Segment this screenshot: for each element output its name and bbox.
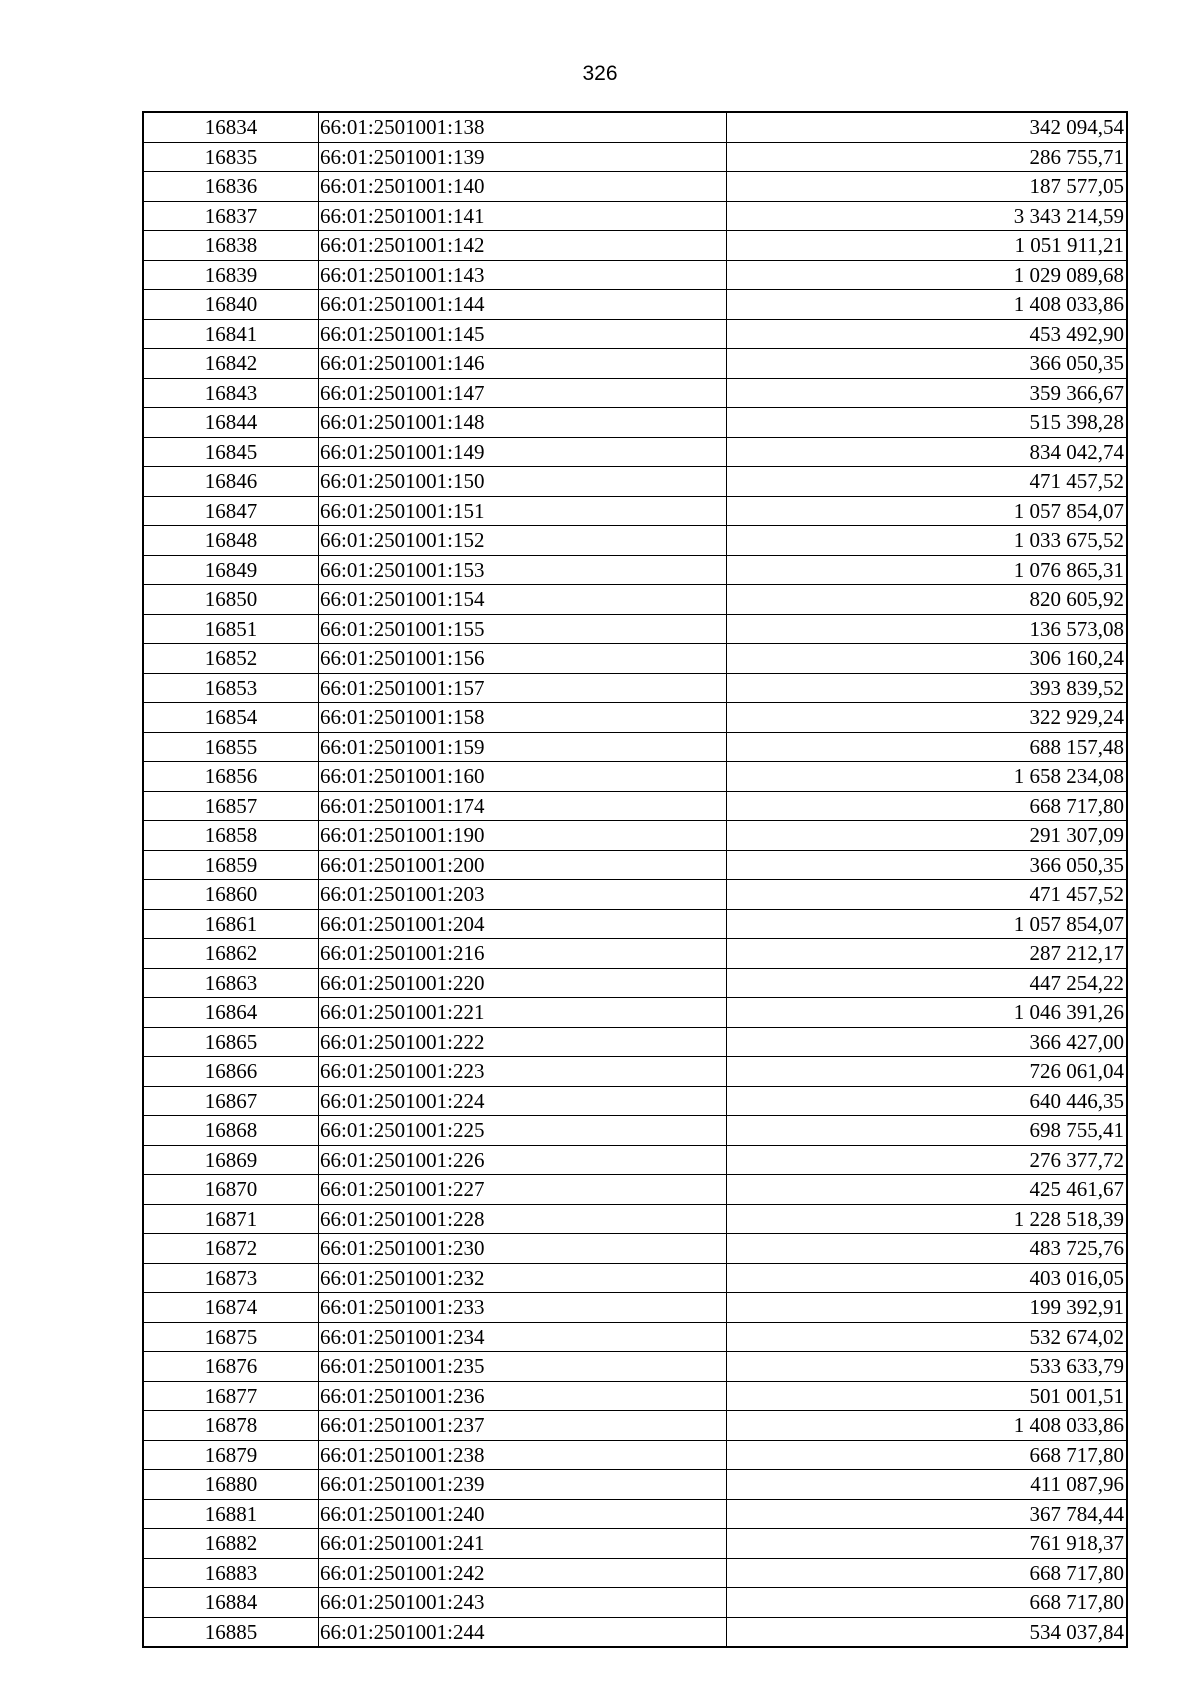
cadastral-number-cell: 66:01:2501001:149 bbox=[319, 437, 727, 467]
row-number-cell: 16848 bbox=[143, 526, 319, 556]
cadastral-value-cell: 136 573,08 bbox=[727, 614, 1128, 644]
cadastral-number-cell: 66:01:2501001:239 bbox=[319, 1470, 727, 1500]
table-row bbox=[143, 349, 1127, 379]
cadastral-value-cell: 1 057 854,07 bbox=[727, 496, 1128, 526]
table-row bbox=[143, 142, 1127, 172]
cadastral-value-cell: 483 725,76 bbox=[727, 1234, 1128, 1264]
table-row bbox=[143, 408, 1127, 438]
cadastral-value-cell: 393 839,52 bbox=[727, 673, 1128, 703]
cadastral-number-cell: 66:01:2501001:227 bbox=[319, 1175, 727, 1205]
table-row bbox=[143, 1116, 1127, 1146]
row-number-cell: 16851 bbox=[143, 614, 319, 644]
cadastral-number-cell: 66:01:2501001:237 bbox=[319, 1411, 727, 1441]
row-number-cell: 16845 bbox=[143, 437, 319, 467]
row-number-cell: 16849 bbox=[143, 555, 319, 585]
cadastral-value-cell: 1 046 391,26 bbox=[727, 998, 1128, 1028]
row-number-cell: 16870 bbox=[143, 1175, 319, 1205]
table-row bbox=[143, 1086, 1127, 1116]
cadastral-value-cell: 471 457,52 bbox=[727, 880, 1128, 910]
row-number-cell: 16854 bbox=[143, 703, 319, 733]
row-number-cell: 16884 bbox=[143, 1588, 319, 1618]
row-number-cell: 16843 bbox=[143, 378, 319, 408]
cadastral-value-cell: 447 254,22 bbox=[727, 968, 1128, 998]
table-row bbox=[143, 1617, 1127, 1647]
table-row bbox=[143, 821, 1127, 851]
cadastral-number-cell: 66:01:2501001:156 bbox=[319, 644, 727, 674]
cadastral-value-cell: 403 016,05 bbox=[727, 1263, 1128, 1293]
cadastral-number-cell: 66:01:2501001:234 bbox=[319, 1322, 727, 1352]
cadastral-number-cell: 66:01:2501001:158 bbox=[319, 703, 727, 733]
row-number-cell: 16837 bbox=[143, 201, 319, 231]
cadastral-number-cell: 66:01:2501001:155 bbox=[319, 614, 727, 644]
cadastral-value-cell: 425 461,67 bbox=[727, 1175, 1128, 1205]
table-row bbox=[143, 1234, 1127, 1264]
cadastral-number-cell: 66:01:2501001:240 bbox=[319, 1499, 727, 1529]
cadastral-number-cell: 66:01:2501001:154 bbox=[319, 585, 727, 615]
cadastral-value-cell: 1 029 089,68 bbox=[727, 260, 1128, 290]
cadastral-number-cell: 66:01:2501001:243 bbox=[319, 1588, 727, 1618]
cadastral-value-cell: 1 408 033,86 bbox=[727, 1411, 1128, 1441]
cadastral-number-cell: 66:01:2501001:224 bbox=[319, 1086, 727, 1116]
cadastral-number-cell: 66:01:2501001:174 bbox=[319, 791, 727, 821]
row-number-cell: 16866 bbox=[143, 1057, 319, 1087]
cadastral-number-cell: 66:01:2501001:226 bbox=[319, 1145, 727, 1175]
table-row bbox=[143, 1145, 1127, 1175]
table-row bbox=[143, 467, 1127, 497]
cadastral-value-cell: 1 076 865,31 bbox=[727, 555, 1128, 585]
cadastral-value-cell: 342 094,54 bbox=[727, 112, 1128, 142]
cadastral-value-cell: 820 605,92 bbox=[727, 585, 1128, 615]
table-row bbox=[143, 172, 1127, 202]
cadastral-value-cell: 534 037,84 bbox=[727, 1617, 1128, 1647]
cadastral-value-cell: 1 033 675,52 bbox=[727, 526, 1128, 556]
cadastral-number-cell: 66:01:2501001:220 bbox=[319, 968, 727, 998]
cadastral-number-cell: 66:01:2501001:242 bbox=[319, 1558, 727, 1588]
table-row bbox=[143, 555, 1127, 585]
table-row bbox=[143, 319, 1127, 349]
cadastral-number-cell: 66:01:2501001:159 bbox=[319, 732, 727, 762]
row-number-cell: 16874 bbox=[143, 1293, 319, 1323]
cadastral-number-cell: 66:01:2501001:151 bbox=[319, 496, 727, 526]
cadastral-number-cell: 66:01:2501001:200 bbox=[319, 850, 727, 880]
page-number: 326 bbox=[582, 62, 618, 85]
cadastral-number-cell: 66:01:2501001:222 bbox=[319, 1027, 727, 1057]
row-number-cell: 16844 bbox=[143, 408, 319, 438]
cadastral-number-cell: 66:01:2501001:157 bbox=[319, 673, 727, 703]
row-number-cell: 16842 bbox=[143, 349, 319, 379]
row-number-cell: 16868 bbox=[143, 1116, 319, 1146]
row-number-cell: 16882 bbox=[143, 1529, 319, 1559]
cadastral-number-cell: 66:01:2501001:146 bbox=[319, 349, 727, 379]
table-row bbox=[143, 1057, 1127, 1087]
table-row bbox=[143, 1322, 1127, 1352]
table-body bbox=[143, 112, 1127, 1647]
cadastral-number-cell: 66:01:2501001:139 bbox=[319, 142, 727, 172]
table-row bbox=[143, 1558, 1127, 1588]
cadastral-number-cell: 66:01:2501001:190 bbox=[319, 821, 727, 851]
table-row bbox=[143, 1411, 1127, 1441]
cadastral-number-cell: 66:01:2501001:160 bbox=[319, 762, 727, 792]
cadastral-value-cell: 306 160,24 bbox=[727, 644, 1128, 674]
row-number-cell: 16841 bbox=[143, 319, 319, 349]
row-number-cell: 16863 bbox=[143, 968, 319, 998]
row-number-cell: 16873 bbox=[143, 1263, 319, 1293]
row-number-cell: 16834 bbox=[143, 112, 319, 142]
cadastral-number-cell: 66:01:2501001:233 bbox=[319, 1293, 727, 1323]
table-row bbox=[143, 703, 1127, 733]
table-row bbox=[143, 290, 1127, 320]
table-row bbox=[143, 231, 1127, 261]
row-number-cell: 16847 bbox=[143, 496, 319, 526]
cadastral-value-cell: 287 212,17 bbox=[727, 939, 1128, 969]
table-row bbox=[143, 1293, 1127, 1323]
row-number-cell: 16846 bbox=[143, 467, 319, 497]
table-row bbox=[143, 644, 1127, 674]
row-number-cell: 16883 bbox=[143, 1558, 319, 1588]
table-row bbox=[143, 585, 1127, 615]
cadastral-number-cell: 66:01:2501001:232 bbox=[319, 1263, 727, 1293]
cadastral-value-cell: 471 457,52 bbox=[727, 467, 1128, 497]
row-number-cell: 16856 bbox=[143, 762, 319, 792]
cadastral-value-cell: 501 001,51 bbox=[727, 1381, 1128, 1411]
cadastral-number-cell: 66:01:2501001:225 bbox=[319, 1116, 727, 1146]
table-row bbox=[143, 998, 1127, 1028]
cadastral-number-cell: 66:01:2501001:148 bbox=[319, 408, 727, 438]
cadastral-number-cell: 66:01:2501001:241 bbox=[319, 1529, 727, 1559]
row-number-cell: 16855 bbox=[143, 732, 319, 762]
table-row bbox=[143, 732, 1127, 762]
row-number-cell: 16872 bbox=[143, 1234, 319, 1264]
cadastral-number-cell: 66:01:2501001:238 bbox=[319, 1440, 727, 1470]
row-number-cell: 16860 bbox=[143, 880, 319, 910]
cadastral-number-cell: 66:01:2501001:143 bbox=[319, 260, 727, 290]
row-number-cell: 16867 bbox=[143, 1086, 319, 1116]
cadastral-number-cell: 66:01:2501001:152 bbox=[319, 526, 727, 556]
cadastral-value-table bbox=[142, 111, 1128, 1648]
table-row bbox=[143, 850, 1127, 880]
table-row bbox=[143, 1470, 1127, 1500]
cadastral-number-cell: 66:01:2501001:140 bbox=[319, 172, 727, 202]
cadastral-value-cell: 640 446,35 bbox=[727, 1086, 1128, 1116]
cadastral-value-cell: 453 492,90 bbox=[727, 319, 1128, 349]
row-number-cell: 16865 bbox=[143, 1027, 319, 1057]
row-number-cell: 16864 bbox=[143, 998, 319, 1028]
cadastral-value-cell: 698 755,41 bbox=[727, 1116, 1128, 1146]
row-number-cell: 16838 bbox=[143, 231, 319, 261]
cadastral-number-cell: 66:01:2501001:138 bbox=[319, 112, 727, 142]
table-row bbox=[143, 762, 1127, 792]
row-number-cell: 16852 bbox=[143, 644, 319, 674]
cadastral-value-cell: 1 408 033,86 bbox=[727, 290, 1128, 320]
row-number-cell: 16861 bbox=[143, 909, 319, 939]
cadastral-value-cell: 366 050,35 bbox=[727, 349, 1128, 379]
cadastral-value-cell: 688 157,48 bbox=[727, 732, 1128, 762]
row-number-cell: 16858 bbox=[143, 821, 319, 851]
row-number-cell: 16839 bbox=[143, 260, 319, 290]
table-row bbox=[143, 1499, 1127, 1529]
row-number-cell: 16876 bbox=[143, 1352, 319, 1382]
cadastral-value-cell: 1 057 854,07 bbox=[727, 909, 1128, 939]
table-row bbox=[143, 1263, 1127, 1293]
row-number-cell: 16875 bbox=[143, 1322, 319, 1352]
row-number-cell: 16880 bbox=[143, 1470, 319, 1500]
table-row bbox=[143, 260, 1127, 290]
cadastral-value-cell: 668 717,80 bbox=[727, 1588, 1128, 1618]
cadastral-value-cell: 366 427,00 bbox=[727, 1027, 1128, 1057]
table-row bbox=[143, 968, 1127, 998]
cadastral-value-cell: 1 228 518,39 bbox=[727, 1204, 1128, 1234]
cadastral-number-cell: 66:01:2501001:221 bbox=[319, 998, 727, 1028]
cadastral-value-cell: 322 929,24 bbox=[727, 703, 1128, 733]
table-row bbox=[143, 1175, 1127, 1205]
cadastral-value-cell: 1 051 911,21 bbox=[727, 231, 1128, 261]
cadastral-value-cell: 411 087,96 bbox=[727, 1470, 1128, 1500]
table-row bbox=[143, 939, 1127, 969]
table-row bbox=[143, 791, 1127, 821]
cadastral-number-cell: 66:01:2501001:236 bbox=[319, 1381, 727, 1411]
cadastral-value-cell: 726 061,04 bbox=[727, 1057, 1128, 1087]
row-number-cell: 16835 bbox=[143, 142, 319, 172]
table-row bbox=[143, 496, 1127, 526]
cadastral-value-cell: 276 377,72 bbox=[727, 1145, 1128, 1175]
table-row bbox=[143, 112, 1127, 142]
cadastral-value-cell: 366 050,35 bbox=[727, 850, 1128, 880]
cadastral-number-cell: 66:01:2501001:228 bbox=[319, 1204, 727, 1234]
cadastral-number-cell: 66:01:2501001:223 bbox=[319, 1057, 727, 1087]
table-row bbox=[143, 1440, 1127, 1470]
cadastral-value-cell: 532 674,02 bbox=[727, 1322, 1128, 1352]
cadastral-value-cell: 668 717,80 bbox=[727, 791, 1128, 821]
cadastral-value-cell: 199 392,91 bbox=[727, 1293, 1128, 1323]
row-number-cell: 16879 bbox=[143, 1440, 319, 1470]
row-number-cell: 16850 bbox=[143, 585, 319, 615]
cadastral-number-cell: 66:01:2501001:147 bbox=[319, 378, 727, 408]
row-number-cell: 16871 bbox=[143, 1204, 319, 1234]
cadastral-value-cell: 834 042,74 bbox=[727, 437, 1128, 467]
row-number-cell: 16836 bbox=[143, 172, 319, 202]
cadastral-value-cell: 668 717,80 bbox=[727, 1558, 1128, 1588]
table-row bbox=[143, 1529, 1127, 1559]
row-number-cell: 16857 bbox=[143, 791, 319, 821]
cadastral-number-cell: 66:01:2501001:203 bbox=[319, 880, 727, 910]
row-number-cell: 16885 bbox=[143, 1617, 319, 1647]
table-row bbox=[143, 614, 1127, 644]
cadastral-number-cell: 66:01:2501001:150 bbox=[319, 467, 727, 497]
cadastral-value-cell: 533 633,79 bbox=[727, 1352, 1128, 1382]
cadastral-number-cell: 66:01:2501001:141 bbox=[319, 201, 727, 231]
cadastral-number-cell: 66:01:2501001:244 bbox=[319, 1617, 727, 1647]
cadastral-number-cell: 66:01:2501001:235 bbox=[319, 1352, 727, 1382]
cadastral-value-cell: 761 918,37 bbox=[727, 1529, 1128, 1559]
cadastral-value-cell: 286 755,71 bbox=[727, 142, 1128, 172]
table-row bbox=[143, 1381, 1127, 1411]
table-row bbox=[143, 909, 1127, 939]
cadastral-number-cell: 66:01:2501001:144 bbox=[319, 290, 727, 320]
cadastral-number-cell: 66:01:2501001:204 bbox=[319, 909, 727, 939]
cadastral-number-cell: 66:01:2501001:142 bbox=[319, 231, 727, 261]
cadastral-value-cell: 515 398,28 bbox=[727, 408, 1128, 438]
cadastral-value-cell: 1 658 234,08 bbox=[727, 762, 1128, 792]
cadastral-value-cell: 187 577,05 bbox=[727, 172, 1128, 202]
cadastral-value-cell: 3 343 214,59 bbox=[727, 201, 1128, 231]
table-row bbox=[143, 378, 1127, 408]
table-row bbox=[143, 880, 1127, 910]
table-row bbox=[143, 1204, 1127, 1234]
row-number-cell: 16878 bbox=[143, 1411, 319, 1441]
row-number-cell: 16877 bbox=[143, 1381, 319, 1411]
cadastral-number-cell: 66:01:2501001:230 bbox=[319, 1234, 727, 1264]
table-row bbox=[143, 1352, 1127, 1382]
cadastral-value-cell: 668 717,80 bbox=[727, 1440, 1128, 1470]
row-number-cell: 16869 bbox=[143, 1145, 319, 1175]
table-row bbox=[143, 526, 1127, 556]
cadastral-value-cell: 291 307,09 bbox=[727, 821, 1128, 851]
cadastral-value-cell: 359 366,67 bbox=[727, 378, 1128, 408]
row-number-cell: 16859 bbox=[143, 850, 319, 880]
row-number-cell: 16881 bbox=[143, 1499, 319, 1529]
table-row bbox=[143, 673, 1127, 703]
table-row bbox=[143, 437, 1127, 467]
row-number-cell: 16840 bbox=[143, 290, 319, 320]
table-row bbox=[143, 201, 1127, 231]
row-number-cell: 16862 bbox=[143, 939, 319, 969]
row-number-cell: 16853 bbox=[143, 673, 319, 703]
cadastral-number-cell: 66:01:2501001:153 bbox=[319, 555, 727, 585]
cadastral-number-cell: 66:01:2501001:145 bbox=[319, 319, 727, 349]
table-row bbox=[143, 1588, 1127, 1618]
cadastral-number-cell: 66:01:2501001:216 bbox=[319, 939, 727, 969]
table-row bbox=[143, 1027, 1127, 1057]
cadastral-value-cell: 367 784,44 bbox=[727, 1499, 1128, 1529]
